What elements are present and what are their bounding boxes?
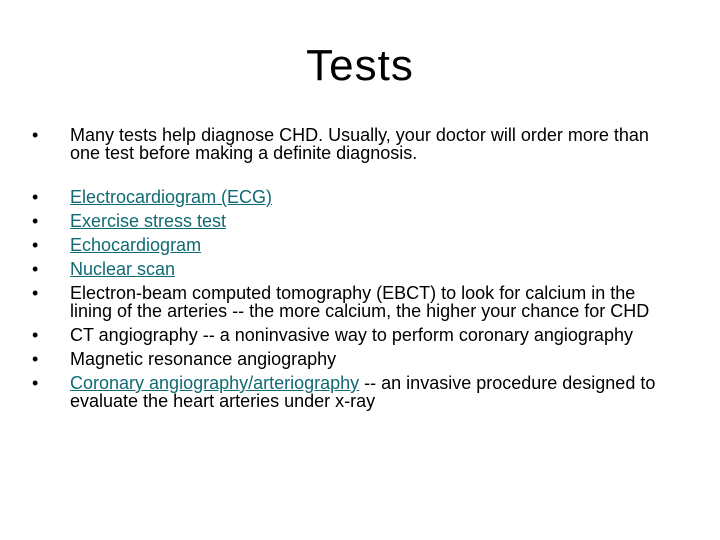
exercise-stress-test-link[interactable]: Exercise stress test bbox=[70, 211, 227, 231]
nuclear-scan-link[interactable]: Nuclear scan bbox=[70, 259, 176, 279]
coronary-angiography-text: -- an invasive procedure designed to evaluate the heart arteries under x-ray bbox=[70, 373, 656, 411]
ecg-link[interactable]: Electrocardiogram (ECG) bbox=[70, 187, 273, 207]
bullet-icon: • bbox=[32, 325, 39, 345]
list-item-ecg bbox=[30, 188, 680, 206]
bullet-icon: • bbox=[32, 125, 39, 145]
bullet-icon: • bbox=[32, 283, 39, 303]
mra-text: Magnetic resonance angiography bbox=[70, 349, 337, 369]
bullet-icon: • bbox=[32, 187, 39, 207]
intro-text: Many tests help diagnose CHD. Usually, your doctor will order more than one test before making a definite diagnosis. bbox=[70, 125, 649, 163]
ebct-text: Electron-beam computed tomography (EBCT) to look for calcium in the lining of the arteries -- the more calcium, the higher your chance for CHD bbox=[70, 283, 650, 321]
list-item-ebct bbox=[30, 284, 680, 320]
bullet-icon: • bbox=[32, 349, 39, 369]
bullet-icon: • bbox=[32, 235, 39, 255]
list-item-intro bbox=[30, 126, 680, 162]
list-item-exercise-stress bbox=[30, 212, 680, 230]
bullet-icon: • bbox=[32, 211, 39, 231]
bullet-icon: • bbox=[32, 373, 39, 393]
slide-title: Tests bbox=[306, 41, 414, 90]
ct-angiography-text: CT angiography -- a noninvasive way to perform coronary angiography bbox=[70, 325, 633, 345]
list-item-coronary-angiography bbox=[30, 374, 680, 410]
list-item-mra bbox=[30, 350, 680, 368]
bullet-list bbox=[30, 126, 680, 416]
coronary-angiography-link[interactable]: Coronary angiography/arteriography bbox=[70, 373, 360, 393]
bullet-icon: • bbox=[32, 259, 39, 279]
list-item-echocardiogram bbox=[30, 236, 680, 254]
list-item-ct-angiography bbox=[30, 326, 680, 344]
echocardiogram-link[interactable]: Echocardiogram bbox=[70, 235, 202, 255]
list-item-nuclear-scan bbox=[30, 260, 680, 278]
